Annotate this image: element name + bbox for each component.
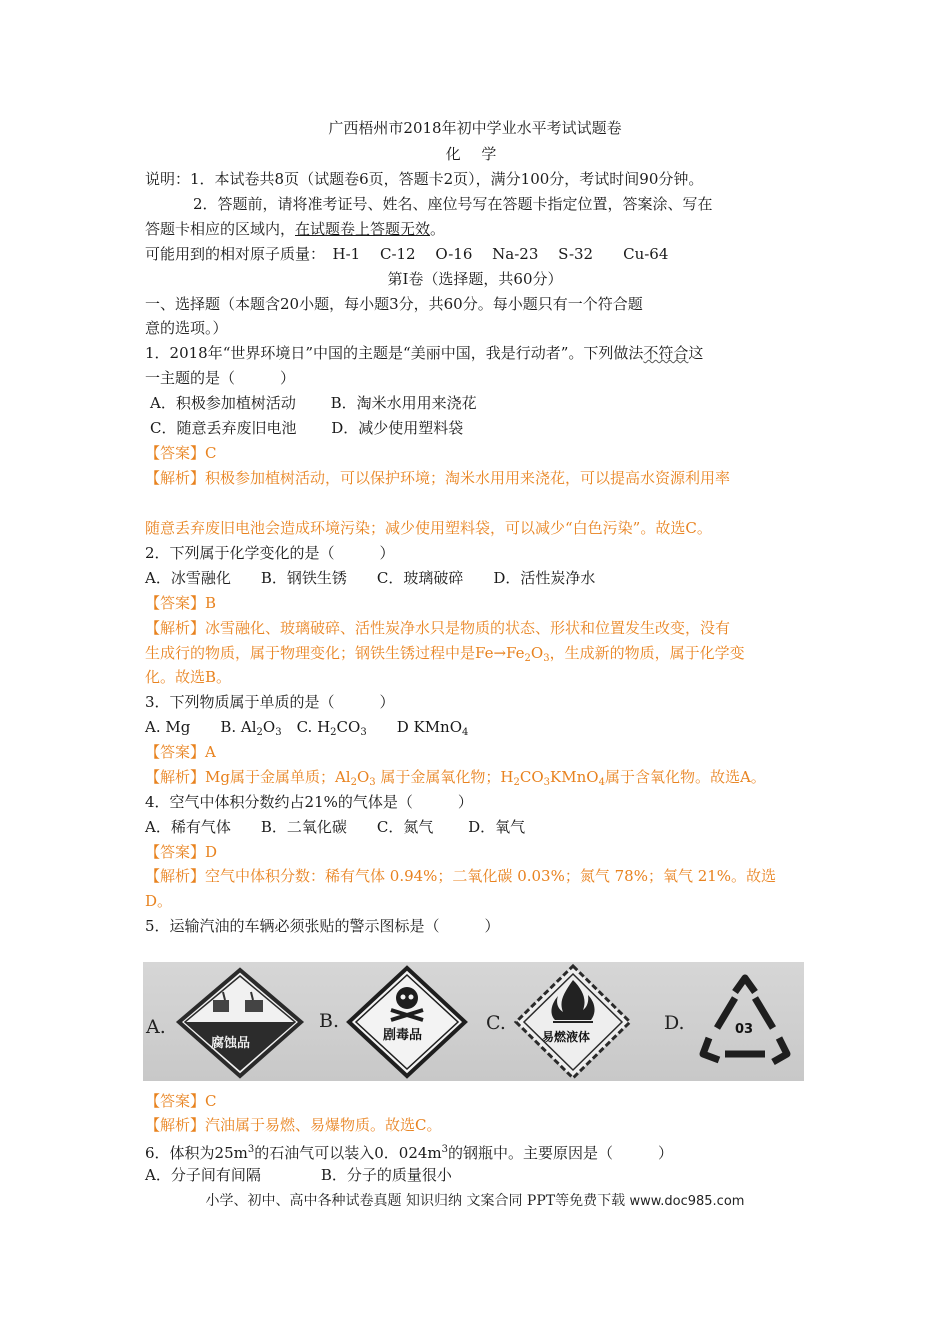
warning-signs-photo xyxy=(143,962,804,1081)
q2-analysis-line-3: 化。故选B。 xyxy=(145,668,232,686)
recycling-code: 03 xyxy=(735,1022,754,1037)
q3-analysis: 【解析】Mg属于金属单质；$Al_2O_3$ 属于金属氧化物；$H_2CO_3KMnO_4$属于含氧化物。故选A。 xyxy=(145,768,766,788)
q6-options: A．分子间有间隔 B．分子的质量很小 xyxy=(145,1166,452,1184)
q1-analysis-line-1: 【解析】积极参加植树活动，可以保护环境；淘米水用用来浇花，可以提高水资源利用率 xyxy=(145,469,731,487)
q3-answer: 【答案】A xyxy=(145,743,216,761)
instruction-line-3: 答题卡相应的区域内，在试题卷上答题无效。 xyxy=(145,220,446,238)
option-d-label: D. xyxy=(664,1012,685,1034)
q1-options-row-2: C．随意丢弃废旧电池 D．减少使用塑料袋 xyxy=(150,419,464,437)
q1-answer: 【答案】C xyxy=(145,444,217,462)
flammable-liquid-label: 易燃液体 xyxy=(542,1030,591,1044)
q4-answer: 【答案】D xyxy=(145,843,218,861)
section-heading-line-2: 意的选项。） xyxy=(145,319,228,337)
corrosive-label: 腐蚀品 xyxy=(211,1036,251,1051)
toxic-sign-icon xyxy=(349,968,465,1076)
q2-answer: 【答案】B xyxy=(145,594,217,612)
toxic-label: 剧毒品 xyxy=(383,1028,423,1043)
option-a-label: A. xyxy=(146,1016,166,1038)
q2-options: A．冰雪融化 B．钢铁生锈 C．玻璃破碎 D．活性炭净水 xyxy=(145,569,596,587)
recycling-sign-icon xyxy=(703,978,787,1062)
q3-options: A. Mg B. $Al_2O_3$ C. $H_2CO_3$ D KMnO$_4$ xyxy=(145,718,469,738)
q1-emphasis: 不符合 xyxy=(643,344,689,362)
q5-analysis: 【解析】汽油属于易燃、易爆物质。故选C。 xyxy=(145,1116,442,1134)
no-answer-on-paper-note: 在试题卷上答题无效 xyxy=(295,220,431,238)
option-c-label: C. xyxy=(486,1012,506,1034)
q5-answer: 【答案】C xyxy=(145,1092,217,1110)
q6-stem: 6．体积为$25m^3$的石油气可以装入0．$024m^3$的钢瓶中。主要原因是（ ） xyxy=(145,1144,674,1162)
q1-stem-line-2: 一主题的是（ ） xyxy=(145,369,296,387)
q1-analysis-line-2: 随意丢弃废旧电池会造成环境污染；减少使用塑料袋，可以减少“白色污染”。故选C。 xyxy=(145,519,712,537)
q2-stem: 2．下列属于化学变化的是（ ） xyxy=(145,544,395,562)
q4-analysis-line-2: D。 xyxy=(145,892,173,910)
subject-title: 化 学 xyxy=(445,145,505,163)
corrosive-sign-icon xyxy=(179,970,301,1076)
q4-analysis-line-1: 【解析】空气中体积分数：稀有气体 0.94%；二氧化碳 0.03%；氮气 78%；氧气 21%。故选 xyxy=(145,867,777,885)
section-heading-line-1: 一、选择题（本题含20小题，每小题3分，共60分。每小题只有一个符合题 xyxy=(145,295,643,313)
flammable-sign-icon xyxy=(516,966,630,1078)
instruction-line-2: 2．答题前，请将准考证号、姓名、座位号写在答题卡指定位置，答案涂、写在 xyxy=(193,195,713,213)
q1-stem: 1．2018年“世界环境日”中国的主题是“美丽中国，我是行动者”。下列做法不符合这 xyxy=(145,344,704,362)
q4-stem: 4．空气中体积分数约占21%的气体是（ ） xyxy=(145,793,473,811)
footer xyxy=(0,1191,950,1212)
q4-options: A．稀有气体 B．二氧化碳 C．氮气 D．氧气 xyxy=(145,818,526,836)
atomic-masses: 可能用到的相对原子质量： H-1 C-12 O-16 Na-23 S-32 Cu-64 xyxy=(145,245,669,263)
q2-analysis-line-2: 生成行的物质，属于物理变化；钢铁生锈过程中是$Fe\to Fe_2O_3$，生成新的物质，属于化学变 xyxy=(145,644,745,664)
footer-text: 小学、初中、高中各种试卷真题 知识归纳 文案合同 PPT等免费下载 xyxy=(205,1193,626,1209)
q3-stem: 3．下列物质属于单质的是（ ） xyxy=(145,693,395,711)
exam-title: 广西梧州市2018年初中学业水平考试试题卷 xyxy=(328,119,622,137)
warning-signs-drawing xyxy=(143,962,804,1081)
q5-stem: 5．运输汽油的车辆必须张贴的警示图标是（ ） xyxy=(145,917,500,935)
option-b-label: B. xyxy=(319,1010,340,1032)
q2-analysis-line-1: 【解析】冰雪融化、玻璃破碎、活性炭净水只是物质的状态、形状和位置发生改变，没有 xyxy=(145,619,731,637)
part1-title: 第Ⅰ卷（选择题，共60分） xyxy=(387,270,563,288)
instruction-line-1: 说明：1．本试卷共8页（试题卷6页，答题卡2页），满分100分，考试时间90分钟。 xyxy=(145,170,704,188)
q1-options-row-1: A．积极参加植树活动 B．淘米水用用来浇花 xyxy=(150,394,477,412)
footer-url[interactable]: www.doc985.com xyxy=(629,1194,745,1209)
